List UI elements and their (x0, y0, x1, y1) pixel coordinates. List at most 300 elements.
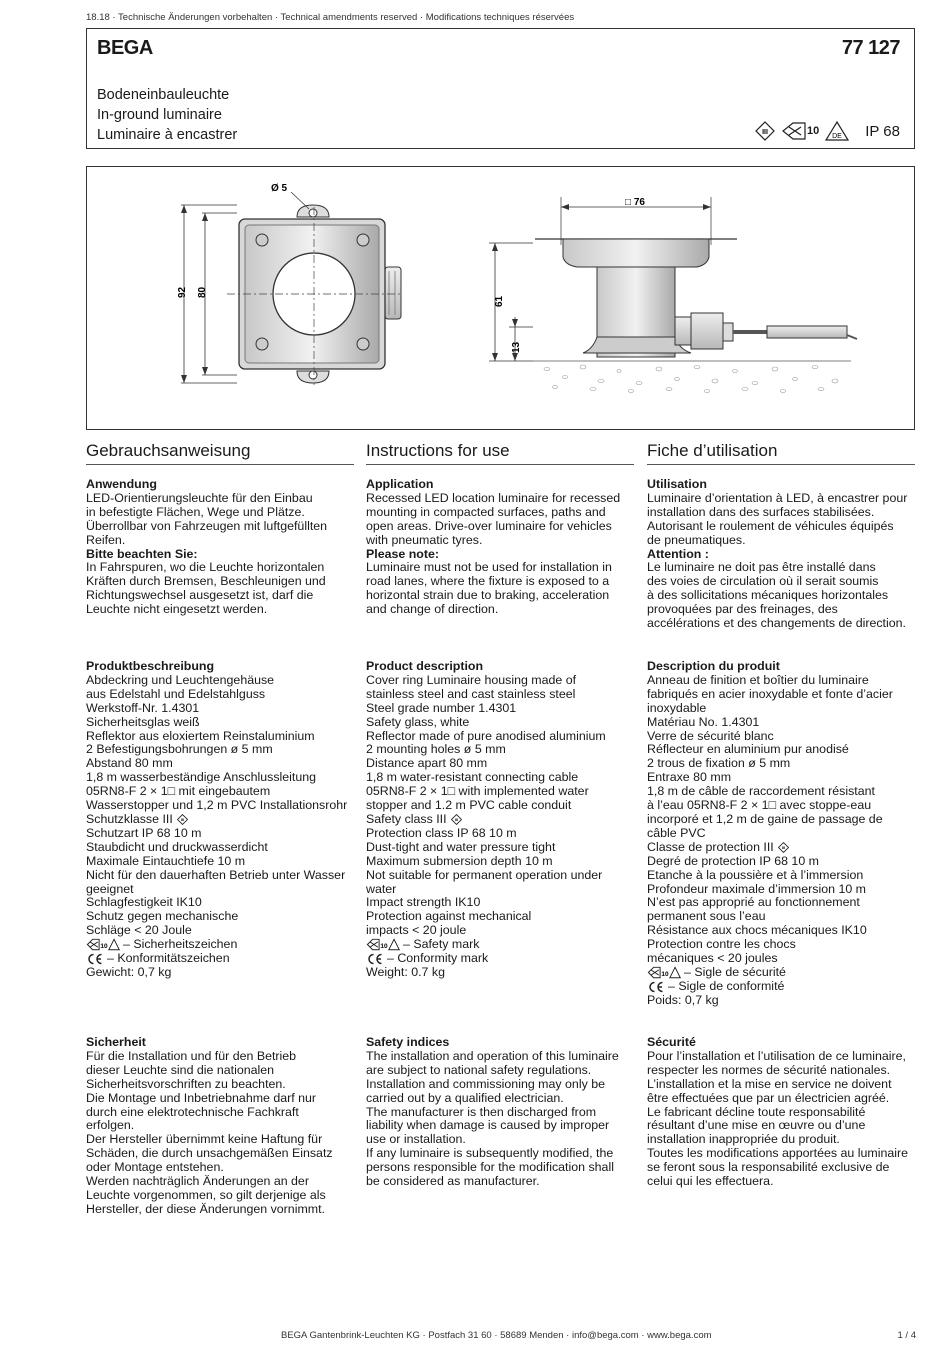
text-line (366, 1175, 634, 1189)
text-line (647, 1092, 915, 1106)
text-line (86, 603, 354, 617)
text-line-content: Entraxe 80 mm (647, 770, 732, 785)
text-line-content: – Sigle de conformité (668, 978, 785, 993)
text-line-content: permanent sous l’eau (647, 909, 766, 924)
text-line (647, 674, 915, 688)
text-line (366, 869, 634, 883)
text-line-content: Degré de protection IP 68 10 m (647, 853, 819, 868)
text-line (647, 589, 915, 603)
text-line (366, 506, 634, 520)
svg-text:10: 10 (100, 943, 108, 951)
text-line-content: incorporé et 1,2 m de gaine de passage de (647, 811, 883, 826)
text-line (647, 827, 915, 841)
text-line (86, 1106, 354, 1120)
safety-class-iii-icon (755, 121, 775, 141)
section-title: Please note: (366, 546, 439, 561)
ce-mark-icon (86, 953, 103, 965)
text-line (366, 492, 634, 506)
technical-drawing (86, 166, 915, 430)
article-number: 77 127 (841, 37, 900, 59)
product-names (97, 85, 237, 145)
text-line (366, 534, 634, 548)
ce-mark-icon (366, 953, 383, 965)
text-line (86, 1092, 354, 1106)
depth-label: 61 (494, 295, 505, 307)
text-line (86, 688, 354, 702)
text-line-content: Profondeur maximale d’immersion 10 m (647, 881, 866, 896)
text-line-content: Etanche à la poussière et à l’immersion (647, 867, 864, 882)
text-line-content: Kräften durch Bremsen, Beschleunigen und (86, 574, 326, 589)
text-line-content: stopper and 1.2 m PVC cable conduit (366, 798, 572, 813)
safety-class-iii-icon (177, 814, 188, 825)
text-line (86, 952, 354, 966)
text-line (366, 896, 634, 910)
section-title: Utilisation (647, 477, 707, 491)
text-line (86, 938, 354, 952)
text-line (647, 1078, 915, 1092)
safety-class-iii-icon (778, 842, 789, 853)
text-line-content: Schlagfestigkeit IK10 (86, 895, 202, 910)
text-line-content: Luminaire must not be used for installation in (366, 560, 612, 575)
text-line (647, 938, 915, 952)
text-line (86, 674, 354, 688)
text-line (366, 730, 634, 744)
text-line (366, 520, 634, 534)
text-line-content: Luminaire d’orientation à LED, à encastrer pour (647, 490, 908, 505)
text-line-content: If any luminaire is subsequently modified, the (366, 1146, 614, 1161)
text-line-content: stainless steel and cast stainless steel (366, 686, 576, 701)
text-line-content: erfolgen. (86, 1118, 135, 1133)
text-line (366, 799, 634, 813)
text-line (366, 841, 634, 855)
text-line (86, 883, 354, 897)
text-line-content: open areas. Drive-over luminaire for vehicles (366, 518, 612, 533)
text-line (366, 589, 634, 603)
text-line (366, 771, 634, 785)
text-line-content: Autorisant le roulement de véhicules équipés (647, 518, 894, 533)
text-line (647, 520, 915, 534)
text-line (86, 520, 354, 534)
text-line (86, 534, 354, 548)
column-fr (647, 441, 915, 1189)
text-line-content: Hersteller, der diese Änderungen vornimmt. (86, 1201, 325, 1216)
text-line-content: Abdeckring und Leuchtengehäuse (86, 672, 275, 687)
text-line (366, 952, 634, 966)
section-block (647, 660, 915, 1008)
text-line (86, 1050, 354, 1064)
text-line-content: Reflector made of pure anodised aluminium (366, 728, 606, 743)
text-line (647, 966, 915, 980)
text-line (366, 813, 634, 827)
text-line (86, 1175, 354, 1189)
text-line-content: Wasserstopper und 1,2 m PVC Installationsrohr (86, 798, 348, 813)
text-line-content: 2 Befestigungsbohrungen ø 5 mm (86, 742, 273, 757)
text-line (366, 561, 634, 575)
text-line-content: water (366, 881, 397, 896)
text-line (647, 688, 915, 702)
text-line (366, 674, 634, 688)
text-line-content: – Sigle de sécurité (684, 964, 786, 979)
text-line-content: Steel grade number 1.4301 (366, 700, 517, 715)
text-line (366, 1161, 634, 1175)
column-en (366, 441, 634, 1189)
text-line-content: à l’eau 05RN8-F 2 × 1□ avec stoppe-eau (647, 798, 872, 813)
text-line-content: Not suitable for permanent operation under (366, 867, 603, 882)
text-line-content: mécaniques < 20 joules (647, 951, 778, 966)
text-line-content: persons responsible for the modification shall (366, 1160, 614, 1175)
text-line-content: 2 mounting holes ø 5 mm (366, 742, 506, 757)
text-line (647, 910, 915, 924)
product-name-fr: Luminaire à encastrer (97, 127, 238, 143)
text-line-content: liability when damage is caused by improper (366, 1118, 610, 1133)
text-line-content: N’est pas approprié au fonctionnement (647, 895, 860, 910)
text-line-content: with pneumatic tyres. (366, 532, 483, 547)
text-line-content: 2 trous de fixation ø 5 mm (647, 756, 791, 771)
text-line (86, 492, 354, 506)
text-line (86, 771, 354, 785)
text-line-content: Für die Installation und für den Betrieb (86, 1048, 297, 1063)
text-line (647, 1106, 915, 1120)
section-block (366, 1036, 634, 1189)
text-line-content: résultant d’une mise en œuvre ou d’une (647, 1118, 866, 1133)
text-line (86, 1161, 354, 1175)
section-block (366, 478, 634, 617)
text-line-content: Weight: 0.7 kg (366, 964, 445, 979)
text-line-content: – Konformitätszeichen (107, 951, 230, 966)
text-line (366, 757, 634, 771)
text-line-content: 05RN8-F 2 × 1□ with implemented water (366, 784, 589, 799)
text-line (86, 869, 354, 883)
text-line-content: Richtungswechsel ausgesetzt ist, darf die (86, 588, 314, 603)
text-line (86, 1133, 354, 1147)
section-block (366, 660, 634, 980)
text-line-content: The manufacturer is then discharged from (366, 1104, 597, 1119)
text-line (366, 603, 634, 617)
text-line (647, 799, 915, 813)
text-line (86, 506, 354, 520)
safety-mark-icon (366, 938, 400, 951)
text-line-content: use or installation. (366, 1132, 466, 1147)
brand-name: BEGA (97, 37, 153, 59)
text-line (647, 617, 915, 631)
text-line-content: oder Montage entstehen. (86, 1160, 224, 1175)
text-line (86, 757, 354, 771)
text-line (647, 1064, 915, 1078)
text-line-content: Installation and commissioning may only be (366, 1076, 605, 1091)
text-line-content: Überrollbar von Fahrzeugen mit luftgefüllten (86, 518, 328, 533)
footer-company: BEGA Gantenbrink-Leuchten KG · Postfach 31 60 · 58689 Menden · info@bega.com · www.bega.com (281, 1330, 712, 1341)
text-line-content: Leuchte vorgenommen, so gilt derjenige als (86, 1187, 326, 1202)
svg-text:DE: DE (832, 133, 843, 140)
text-line (86, 702, 354, 716)
hole-distance-label: 80 (197, 286, 208, 298)
title-box (86, 28, 915, 149)
certification-marks (755, 121, 900, 141)
text-line-content: impacts < 20 joule (366, 923, 467, 938)
text-line (86, 799, 354, 813)
section-title: Bitte beachten Sie: (86, 546, 198, 561)
text-line (86, 827, 354, 841)
text-line-content: Gewicht: 0,7 kg (86, 964, 172, 979)
column-heading-fr: Fiche d’utilisation (647, 441, 915, 465)
text-line-content: Verre de sécurité blanc (647, 728, 774, 743)
text-line-content: Sicherheitsvorschriften zu beachten. (86, 1076, 286, 1091)
section-block (647, 478, 915, 631)
ip-rating: IP 68 (865, 122, 900, 140)
text-line (366, 785, 634, 799)
text-line (86, 924, 354, 938)
text-line-content: installation dans des surfaces stabilisées. (647, 504, 875, 519)
svg-text:10: 10 (661, 970, 669, 978)
text-line (647, 1133, 915, 1147)
text-line-content: Die Montage und Inbetriebnahme darf nur (86, 1090, 317, 1105)
text-line (86, 1119, 354, 1133)
text-line (366, 827, 634, 841)
text-line (86, 841, 354, 855)
text-line-content: Maximum submersion depth 10 m (366, 853, 553, 868)
text-line-content: In Fahrspuren, wo die Leuchte horizontalen (86, 560, 325, 575)
text-line-content: Le fabricant décline toute responsabilité (647, 1104, 866, 1119)
column-heading-en: Instructions for use (366, 441, 634, 465)
text-line (647, 730, 915, 744)
text-line-content: Cover ring Luminaire housing made of (366, 672, 577, 687)
text-line (366, 1119, 634, 1133)
svg-text:III: III (180, 818, 184, 823)
text-line-content: 1,8 m de câble de raccordement résistant (647, 784, 875, 799)
text-line (647, 1147, 915, 1161)
text-line-content: des voies de circulation où il serait soumis (647, 574, 879, 589)
diameter-label: Ø 5 (271, 183, 288, 194)
text-line (86, 813, 354, 827)
text-line (86, 716, 354, 730)
text-line-content: Réflecteur en aluminium pur anodisé (647, 742, 849, 757)
text-line-content: geeignet (86, 881, 134, 896)
text-line-content: Schläge < 20 Joule (86, 923, 192, 938)
text-line (647, 716, 915, 730)
ring-height-label: 13 (511, 341, 522, 353)
text-line-content: Maximale Eintauchtiefe 10 m (86, 853, 246, 868)
safety-mark-icon (86, 938, 120, 951)
column-de (86, 441, 354, 1216)
text-line-content: road lanes, where the fixture is exposed to a (366, 574, 610, 589)
svg-text:III: III (762, 129, 768, 136)
top-view (177, 183, 401, 385)
side-view (489, 197, 857, 393)
text-line (647, 1050, 915, 1064)
text-line (647, 506, 915, 520)
text-line (366, 910, 634, 924)
section-title: Sicherheit (86, 1035, 146, 1049)
text-line (366, 1092, 634, 1106)
text-line (647, 534, 915, 548)
text-line-content: Nicht für den dauerhaften Betrieb unter Wasser (86, 867, 346, 882)
text-line-content: Protection class IP 68 10 m (366, 825, 517, 840)
text-line-content: Safety glass, white (366, 714, 470, 729)
text-line-content: LED-Orientierungsleuchte für den Einbau (86, 490, 313, 505)
text-line-content: Schutz gegen mechanische (86, 909, 239, 924)
text-line-content: aus Edelstahl und Edelstahlguss (86, 686, 266, 701)
text-line (86, 910, 354, 924)
text-line-content: Protection against mechanical (366, 909, 532, 924)
text-line-content: 1,8 m wasserbeständige Anschlussleitung (86, 770, 317, 785)
section-title: Safety indices (366, 1035, 450, 1049)
text-line-content: Résistance aux chocs mécaniques IK10 (647, 923, 867, 938)
text-line (647, 575, 915, 589)
text-line (366, 575, 634, 589)
text-line (366, 716, 634, 730)
text-line-content: Protection contre les chocs (647, 937, 796, 952)
section-title: Anwendung (86, 477, 157, 491)
de-test-mark-icon (825, 121, 849, 141)
text-line (647, 952, 915, 966)
text-line-content: – Safety mark (403, 937, 480, 952)
page-number: 1 / 4 (897, 1330, 916, 1341)
text-line (86, 1064, 354, 1078)
text-line-content: fabriqués en acier inoxydable et fonte d’acier (647, 686, 893, 701)
text-line (86, 1203, 354, 1217)
dimension-drawing (87, 167, 916, 431)
text-line-content: Werden nachträglich Änderungen an der (86, 1174, 309, 1189)
text-line-content: 1,8 m water-resistant connecting cable (366, 770, 579, 785)
width-label: □ 76 (625, 197, 645, 208)
ik-rating: 10 (806, 125, 820, 137)
text-line-content: Leuchte nicht eingesetzt werden. (86, 602, 268, 617)
amendment-notice: 18.18 · Technische Änderungen vorbehalten · Technical amendments reserved · Modifications techniques réservées (86, 12, 575, 23)
section-title: Product description (366, 659, 484, 673)
text-line (647, 869, 915, 883)
text-line-content: Der Hersteller übernimmt keine Haftung für (86, 1132, 323, 1147)
ce-mark-icon (647, 981, 664, 993)
text-line-content: inoxydable (647, 700, 707, 715)
text-line-content: mounting in compacted surfaces, paths and (366, 504, 606, 519)
text-line-content: Schutzklasse III (86, 811, 173, 826)
text-line (86, 1189, 354, 1203)
text-line (647, 603, 915, 617)
text-line (647, 924, 915, 938)
text-line (647, 757, 915, 771)
impact-hammer-icon (781, 121, 807, 141)
text-line-content: Abstand 80 mm (86, 756, 173, 771)
height-total-label: 92 (177, 286, 188, 298)
text-line (86, 561, 354, 575)
safety-mark-icon (647, 966, 681, 979)
text-line (647, 1161, 915, 1175)
text-line (86, 743, 354, 757)
text-line (366, 1133, 634, 1147)
text-line (86, 966, 354, 980)
text-line (366, 1078, 634, 1092)
text-line-content: installation inappropriée du produit. (647, 1132, 840, 1147)
text-line-content: Poids: 0,7 kg (647, 992, 719, 1007)
text-line (366, 883, 634, 897)
text-line-content: Schäden, die durch unsachgemäßen Einsatz (86, 1146, 333, 1161)
text-line (647, 771, 915, 785)
text-line (647, 855, 915, 869)
text-line-content: dieser Leuchte sind die nationalen (86, 1062, 275, 1077)
text-line-content: Werkstoff-Nr. 1.4301 (86, 700, 200, 715)
svg-text:III: III (781, 846, 785, 851)
text-line (647, 994, 915, 1008)
text-line-content: Classe de protection III (647, 839, 774, 854)
text-line-content: être effectuées que par un électricien agréé. (647, 1090, 890, 1105)
text-line-content: Reifen. (86, 532, 126, 547)
text-line (366, 702, 634, 716)
text-line (366, 1106, 634, 1120)
text-line-content: Anneau de finition et boîtier du luminaire (647, 672, 869, 687)
text-line (86, 785, 354, 799)
text-line-content: Pour l’installation et l’utilisation de ce luminaire, (647, 1048, 906, 1063)
text-line-content: se feront sous la responsabilité exclusive de (647, 1160, 890, 1175)
text-line-content: Sicherheitsglas weiß (86, 714, 200, 729)
text-line-content: Dust-tight and water pressure tight (366, 839, 556, 854)
text-line (647, 743, 915, 757)
text-line-content: in befestigte Flächen, Wege und Plätze. (86, 504, 305, 519)
text-line (647, 813, 915, 827)
text-line-content: are subject to national safety regulations. (366, 1062, 592, 1077)
text-line (647, 883, 915, 897)
svg-text:III: III (454, 818, 458, 823)
text-line (366, 1064, 634, 1078)
text-line (366, 966, 634, 980)
section-block (86, 660, 354, 980)
column-heading-de: Gebrauchsanweisung (86, 441, 354, 465)
text-line-content: and change of direction. (366, 602, 499, 617)
section-title: Application (366, 477, 434, 491)
section-block (86, 1036, 354, 1217)
text-line (366, 938, 634, 952)
text-line-content: Recessed LED location luminaire for recessed (366, 490, 621, 505)
text-line (647, 841, 915, 855)
section-title: Produktbeschreibung (86, 659, 215, 673)
text-line (86, 896, 354, 910)
text-line (647, 702, 915, 716)
section-title: Description du produit (647, 659, 780, 673)
text-line (366, 1050, 634, 1064)
product-name-de: Bodeneinbauleuchte (97, 87, 230, 103)
text-line-content: respecter les normes de sécurité nationales. (647, 1062, 891, 1077)
text-line (366, 743, 634, 757)
text-line (366, 855, 634, 869)
text-line (647, 561, 915, 575)
text-line-content: Impact strength IK10 (366, 895, 481, 910)
text-line-content: Distance apart 80 mm (366, 756, 488, 771)
text-line (647, 1119, 915, 1133)
text-line-content: Matériau No. 1.4301 (647, 714, 760, 729)
svg-text:10: 10 (380, 943, 388, 951)
text-line-content: Schutzart IP 68 10 m (86, 825, 202, 840)
section-title: Attention : (647, 546, 709, 561)
text-line-content: à des sollicitations mécaniques horizontales (647, 588, 889, 603)
text-line (366, 924, 634, 938)
text-line-content: L’installation et la mise en service ne doivent (647, 1076, 892, 1091)
text-line (86, 730, 354, 744)
text-line-content: 05RN8-F 2 × 1□ mit eingebautem (86, 784, 271, 799)
text-line-content: Reflektor aus eloxiertem Reinstaluminium (86, 728, 315, 743)
text-line-content: Le luminaire ne doit pas être installé dans (647, 560, 876, 575)
text-line (366, 688, 634, 702)
text-line-content: provoquées par des freinages, des (647, 602, 838, 617)
text-line-content: Toutes les modifications apportées au luminaire (647, 1146, 909, 1161)
section-title: Sécurité (647, 1035, 696, 1049)
text-line (647, 1175, 915, 1189)
text-line (86, 1147, 354, 1161)
text-line-content: celui qui les effectuera. (647, 1174, 774, 1189)
text-line-content: – Sicherheitszeichen (123, 937, 238, 952)
ik-mark (781, 121, 819, 141)
text-line-content: durch eine elektrotechnische Fachkraft (86, 1104, 299, 1119)
text-line (86, 589, 354, 603)
section-block (86, 478, 354, 617)
